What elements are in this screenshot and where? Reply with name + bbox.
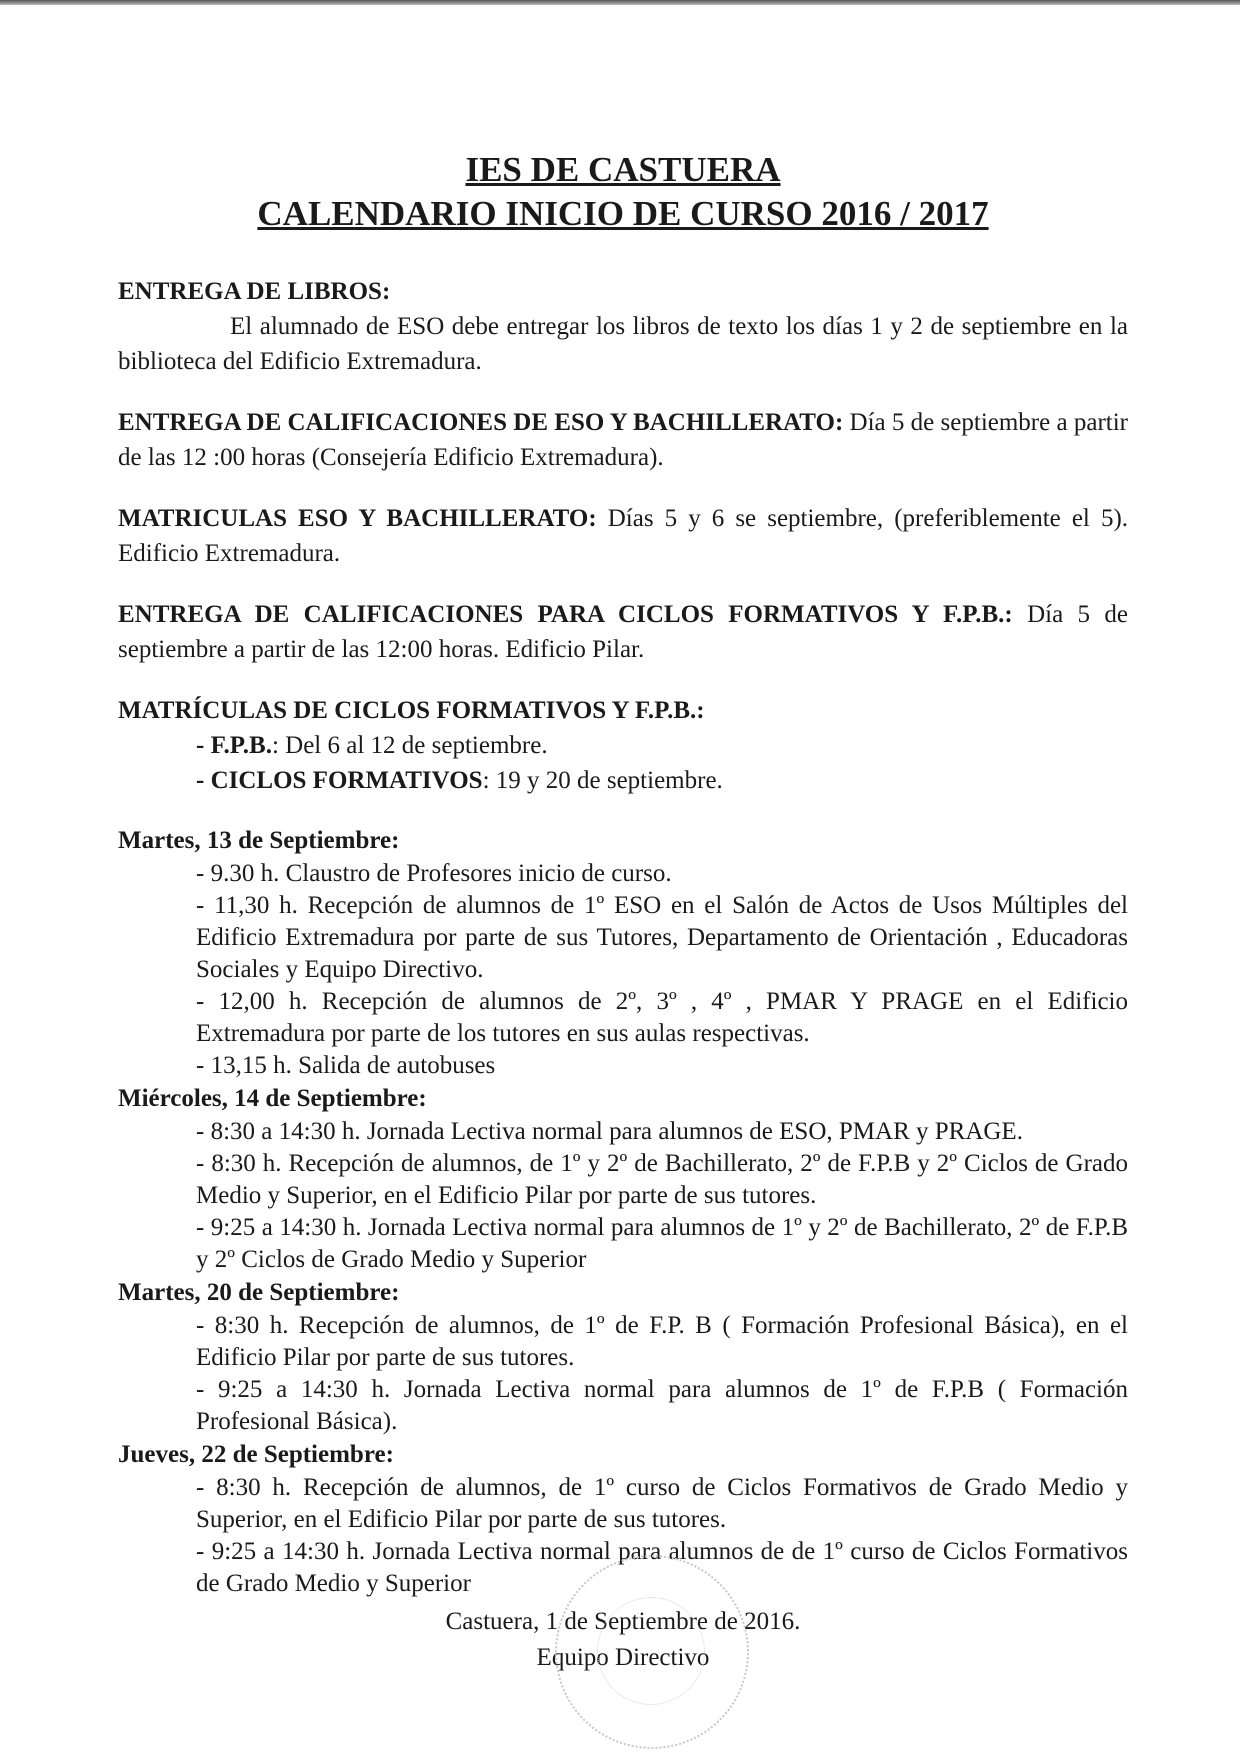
day-title: Martes, 20 de Septiembre: <box>118 1279 400 1306</box>
matriculas-ciclos-heading: MATRÍCULAS DE CICLOS FORMATIVOS Y F.P.B.: <box>118 697 705 724</box>
day-title: Miércoles, 14 de Septiembre: <box>118 1085 427 1112</box>
section-calif-ciclos <box>118 597 1128 667</box>
day-item: - 12,00 h. Recepción de alumnos de 2º, 3º , 4º , PMAR Y PRAGE en el Edificio Extremadura por parte de los tutores en sus aulas respectivas. <box>196 988 1128 1047</box>
calendar-title: CALENDARIO INICIO DE CURSO 2016 / 2017 <box>257 194 989 233</box>
stamp-inner-ring <box>597 1597 705 1705</box>
ciclos-text: : 19 y 20 de septiembre. <box>482 767 723 794</box>
fpb-label: - F.P.B. <box>196 732 272 759</box>
day-item: - 9:25 a 14:30 h. Jornada Lectiva normal para alumnos de 1º de F.P.B ( Formación Profesional Básica). <box>196 1376 1128 1435</box>
day-item: - 8:30 h. Recepción de alumnos, de 1º de F.P. B ( Formación Profesional Básica), en el Edificio Pilar por parte de sus tutores. <box>196 1312 1128 1371</box>
libros-text: El alumnado de ESO debe entregar los libros de texto los días 1 y 2 de septiembre en la biblioteca del Edificio Extremadura. <box>118 313 1128 375</box>
day-item: - 9.30 h. Claustro de Profesores inicio de curso. <box>196 860 672 887</box>
day-title: Jueves, 22 de Septiembre: <box>118 1441 394 1468</box>
calif-eso-heading: ENTREGA DE CALIFICACIONES DE ESO Y BACHILLERATO: <box>118 409 844 436</box>
libros-heading: ENTREGA DE LIBROS: <box>118 278 391 305</box>
day-item: - 8:30 h. Recepción de alumnos, de 1º curso de Ciclos Formativos de Grado Medio y Superior, en el Edificio Pilar por parte de sus tutores. <box>196 1474 1128 1533</box>
document-page <box>118 0 1128 1676</box>
calif-ciclos-text: Día 5 de septiembre a partir de las 12:00 horas. Edificio Pilar. <box>118 601 1128 663</box>
section-matriculas-eso <box>118 501 1128 571</box>
day-item: - 9:25 a 14:30 h. Jornada Lectiva normal para alumnos de 1º y 2º de Bachillerato, 2º de F.P.B y 2º Ciclos de Grado Medio y Superior <box>196 1214 1128 1273</box>
matriculas-ciclos-formativos <box>196 763 1128 798</box>
day-item: - 8:30 h. Recepción de alumnos, de 1º y 2º de Bachillerato, 2º de F.P.B y 2º Ciclos de Grado Medio y Superior, en el Edificio Pilar por parte de sus tutores. <box>196 1150 1128 1209</box>
section-calif-eso <box>118 405 1128 475</box>
matriculas-eso-heading: MATRICULAS ESO Y BACHILLERATO: <box>118 505 597 532</box>
matriculas-fpb <box>196 728 1128 763</box>
day-schedule <box>118 824 1128 1600</box>
fpb-text: : Del 6 al 12 de septiembre. <box>271 732 548 759</box>
section-libros <box>118 274 1128 379</box>
day-item: - 11,30 h. Recepción de alumnos de 1º ESO en el Salón de Actos de Usos Múltiples del Edificio Extremadura por parte de sus Tutores, Departamento de Orientación , Educadoras Sociales y Equipo Directivo. <box>196 892 1128 983</box>
day-title: Martes, 13 de Septiembre: <box>118 827 400 854</box>
calif-eso-text: Día 5 de septiembre a partir de las 12 :00 horas (Consejería Edificio Extremadura). <box>118 409 1129 471</box>
school-stamp <box>555 1555 749 1749</box>
ciclos-label: - CICLOS FORMATIVOS <box>196 767 483 794</box>
day-item: - 8:30 a 14:30 h. Jornada Lectiva normal para alumnos de ESO, PMAR y PRAGE. <box>196 1118 1023 1145</box>
place-date: Castuera, 1 de Septiembre de 2016. <box>445 1608 801 1635</box>
day-item: - 9:25 a 14:30 h. Jornada Lectiva normal para alumnos de de 1º curso de Ciclos Formativos de Grado Medio y Superior <box>196 1538 1128 1597</box>
school-title: IES DE CASTUERA <box>465 150 781 189</box>
section-matriculas-ciclos <box>118 693 1128 798</box>
signed-by: Equipo Directivo <box>536 1644 710 1671</box>
calif-ciclos-heading: ENTREGA DE CALIFICACIONES PARA CICLOS FORMATIVOS Y F.P.B.: <box>118 601 1013 628</box>
day-item: - 13,15 h. Salida de autobuses <box>196 1052 496 1079</box>
matriculas-eso-text: Días 5 y 6 se septiembre, (preferiblemente el 5). Edificio Extremadura. <box>118 505 1129 567</box>
